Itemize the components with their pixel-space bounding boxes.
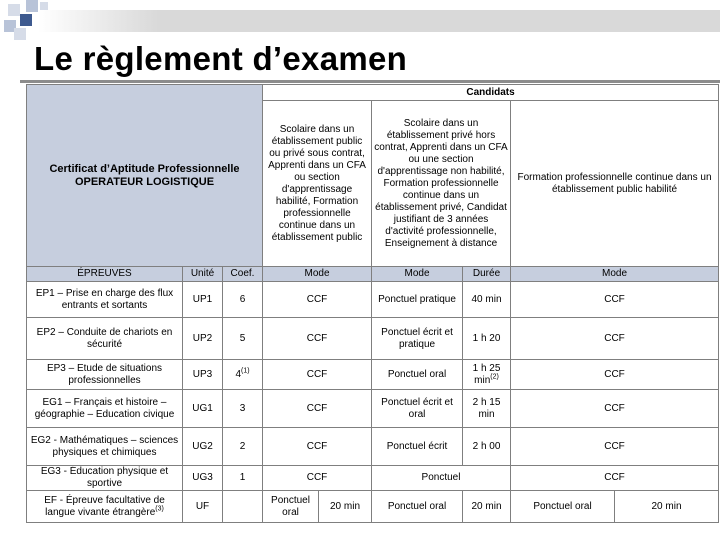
unite-cell: UG1 bbox=[183, 390, 223, 428]
mode-cell: CCF bbox=[511, 390, 719, 428]
col-duree-header: Durée bbox=[463, 267, 511, 282]
decor-square bbox=[20, 14, 32, 26]
mode-cell: Ponctuel oral bbox=[372, 360, 463, 390]
table-row bbox=[27, 318, 719, 360]
epreuve-cell: EG2 - Mathématiques – sciences physiques et chimiques bbox=[27, 428, 183, 466]
unite-cell: UG2 bbox=[183, 428, 223, 466]
mode-cell: CCF bbox=[511, 282, 719, 318]
mode-cell: CCF bbox=[511, 466, 719, 491]
coef-cell: 1 bbox=[223, 466, 263, 491]
footnote-marker: (1) bbox=[241, 367, 250, 375]
col-epreuves-header: ÉPREUVES bbox=[27, 267, 183, 282]
mode-cell: CCF bbox=[263, 390, 372, 428]
duree-cell: 1 h 20 bbox=[463, 318, 511, 360]
footnote-marker: (2) bbox=[490, 373, 499, 381]
col-mode-header: Mode bbox=[372, 267, 463, 282]
col-mode-header: Mode bbox=[263, 267, 372, 282]
mode-cell: CCF bbox=[263, 318, 372, 360]
mode-cell: Ponctuel oral bbox=[263, 491, 319, 523]
table-row bbox=[27, 466, 719, 491]
epreuve-cell: EP3 – Etude de situations professionnelles bbox=[27, 360, 183, 390]
mode-cell: CCF bbox=[511, 318, 719, 360]
coef-cell: 5 bbox=[223, 318, 263, 360]
table-row bbox=[27, 282, 719, 318]
footnote-marker: (3) bbox=[155, 505, 164, 513]
mode-cell: Ponctuel écrit et pratique bbox=[372, 318, 463, 360]
unite-cell: UF bbox=[183, 491, 223, 523]
decor-square bbox=[14, 28, 26, 40]
epreuve-text: EF - Épreuve facultative de langue vivante étrangère bbox=[44, 494, 165, 518]
col-fpc-header: Formation professionnelle continue dans un établissement public habilité bbox=[511, 101, 719, 267]
title-band-fade bbox=[38, 10, 158, 32]
mode-cell: CCF bbox=[263, 466, 372, 491]
decor-square bbox=[8, 4, 20, 16]
coef-cell bbox=[223, 360, 263, 390]
page-title: Le règlement d’examen bbox=[34, 40, 408, 77]
duree-cell bbox=[463, 360, 511, 390]
col-coef-header: Coef. bbox=[223, 267, 263, 282]
col-prive-header: Scolaire dans un établissement privé hors contrat, Apprenti dans un CFA ou une section d'apprentissage non habilité, Formation professionnelle continue dans un établissement privé, Candidat justifiant de 3 années d'activité professionnelle, Enseignement à distance bbox=[372, 101, 511, 267]
table-row bbox=[27, 491, 719, 523]
mode-cell: Ponctuel oral bbox=[511, 491, 615, 523]
coef-cell: 2 bbox=[223, 428, 263, 466]
exam-table bbox=[26, 84, 719, 523]
mode-cell: CCF bbox=[263, 282, 372, 318]
duree-cell: 2 h 00 bbox=[463, 428, 511, 466]
duree-cell: 20 min bbox=[463, 491, 511, 523]
epreuve-cell: EP1 – Prise en charge des flux entrants et sortants bbox=[27, 282, 183, 318]
epreuve-cell: EG1 – Français et histoire – géographie – Education civique bbox=[27, 390, 183, 428]
mode-cell: CCF bbox=[263, 428, 372, 466]
mode-cell: Ponctuel bbox=[372, 466, 511, 491]
decor-square bbox=[26, 0, 38, 12]
mode-cell: Ponctuel pratique bbox=[372, 282, 463, 318]
mode-cell: CCF bbox=[511, 428, 719, 466]
duree-cell: 20 min bbox=[615, 491, 719, 523]
mode-cell: CCF bbox=[263, 360, 372, 390]
epreuve-cell: EP2 – Conduite de chariots en sécurité bbox=[27, 318, 183, 360]
col-unite-header: Unité bbox=[183, 267, 223, 282]
unite-cell: UP3 bbox=[183, 360, 223, 390]
col-mode-header: Mode bbox=[511, 267, 719, 282]
unite-cell: UG3 bbox=[183, 466, 223, 491]
candidats-header: Candidats bbox=[263, 85, 719, 101]
duree-value: 1 h 25 min bbox=[472, 362, 501, 386]
certificate-title: Certificat d’Aptitude Professionnelle OPERATEUR LOGISTIQUE bbox=[49, 162, 240, 188]
col-public-header: Scolaire dans un établissement public ou privé sous contrat, Apprenti dans un CFA ou section d'apprentissage habilité, Formation professionnelle continue dans un établissement public bbox=[263, 101, 372, 267]
duree-cell: 20 min bbox=[319, 491, 372, 523]
table-row bbox=[27, 390, 719, 428]
coef-cell: 3 bbox=[223, 390, 263, 428]
decor-square bbox=[40, 2, 48, 10]
certificate-cell bbox=[27, 85, 263, 267]
duree-cell: 40 min bbox=[463, 282, 511, 318]
table-row bbox=[27, 360, 719, 390]
coef-value: 4 bbox=[235, 368, 241, 380]
epreuve-cell bbox=[27, 491, 183, 523]
title-underline bbox=[20, 80, 720, 83]
coef-cell bbox=[223, 491, 263, 523]
mode-cell: Ponctuel écrit bbox=[372, 428, 463, 466]
unite-cell: UP2 bbox=[183, 318, 223, 360]
unite-cell: UP1 bbox=[183, 282, 223, 318]
coef-cell: 6 bbox=[223, 282, 263, 318]
mode-cell: Ponctuel oral bbox=[372, 491, 463, 523]
table-row bbox=[27, 428, 719, 466]
duree-cell: 2 h 15 min bbox=[463, 390, 511, 428]
mode-cell: Ponctuel écrit et oral bbox=[372, 390, 463, 428]
epreuve-cell: EG3 - Éducation physique et sportive bbox=[27, 466, 183, 491]
mode-cell: CCF bbox=[511, 360, 719, 390]
